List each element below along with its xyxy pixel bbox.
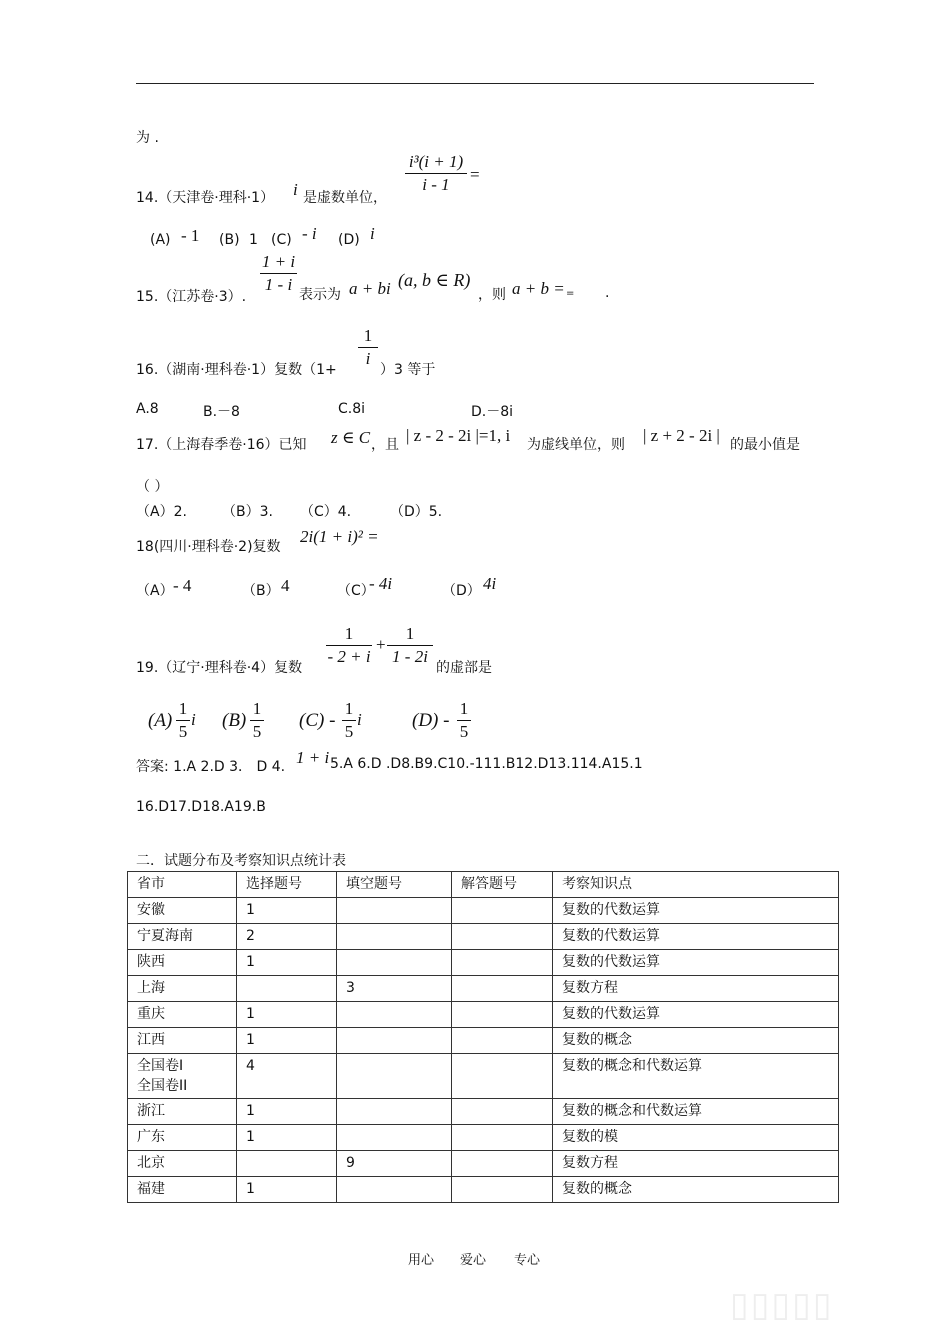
table-row: [128, 1054, 839, 1099]
q19-fraction-1: 1 - 2 + i: [327, 624, 371, 666]
q19-suffix: 的虚部是: [436, 660, 492, 676]
table-cell: [337, 898, 452, 924]
q18-prefix: 18(四川·理科卷·2)复数: [136, 539, 281, 555]
table-cell-line: 全国卷I: [137, 1058, 184, 1074]
continuation-text: 为 .: [136, 130, 159, 146]
answers-line2: 16.D17.D18.A19.B: [136, 799, 266, 815]
q19-option-c-tail: i: [357, 710, 362, 729]
q18-option-d-value: 4i: [483, 574, 497, 593]
table-header-row: [128, 872, 839, 898]
table-cell: 2: [237, 924, 337, 950]
q15-expr: a + bi: [349, 279, 391, 298]
q17-mid: ，且: [371, 437, 399, 453]
q17-option-d: （D）5.: [390, 504, 443, 520]
table-cell: 江西: [128, 1028, 237, 1054]
q14-option-d-value: i: [370, 224, 375, 243]
table-cell: 复数的概念: [553, 1177, 839, 1203]
q14-option-c-value: - i: [302, 224, 317, 243]
table-cell: 北京: [128, 1151, 237, 1177]
section-title: 二．试题分布及考察知识点统计表: [136, 853, 346, 869]
q15-expr2: a + b =: [512, 279, 565, 298]
table-cell: 1: [237, 1177, 337, 1203]
q15-then: ，则: [478, 287, 506, 303]
table-cell: [237, 1151, 337, 1177]
q14-option-a-label: (A): [150, 232, 171, 248]
q18-option-c-label: （C）: [337, 583, 375, 599]
table-cell: [337, 1125, 452, 1151]
q19-fraction-2: 1 1 - 2i: [387, 624, 433, 667]
q17-condition2: | z - 2 - 2i |=1, i: [406, 426, 511, 445]
q16-option-b: B.－8: [203, 404, 240, 420]
q14-equals: =: [470, 165, 480, 184]
q17-mid2: 为虚线单位，则: [527, 437, 625, 453]
q19-option-d-label: (D) -: [412, 710, 450, 731]
table-cell: [452, 1054, 553, 1099]
table-cell: 复数方程: [553, 976, 839, 1002]
q15-end: .: [605, 285, 610, 301]
table-cell: 复数的代数运算: [553, 1002, 839, 1028]
footer-text-1: 用心: [408, 1253, 435, 1268]
table-cell: 9: [337, 1151, 452, 1177]
answers-line1-a: 答案: 1.A 2.D 3． D 4.: [136, 759, 286, 775]
q14-option-b-value: 1: [249, 232, 258, 248]
q15-fraction: 1 + i 1 - i: [261, 252, 296, 294]
table-cell: 安徽: [128, 898, 237, 924]
table-cell: 4: [237, 1054, 337, 1099]
table-cell: 重庆: [128, 1002, 237, 1028]
q19-option-c-fraction: 1 5: [342, 699, 356, 742]
table-cell: 复数的模: [553, 1125, 839, 1151]
q18-option-a-value: - 4: [173, 576, 192, 595]
q19-option-a-label: (A): [148, 710, 173, 731]
q17-option-b: （B）3.: [222, 504, 273, 520]
table-cell: 1: [237, 950, 337, 976]
q17-condition1: z ∈ C: [331, 428, 371, 447]
q18-option-d-label: （D）: [442, 583, 481, 599]
table-row: [128, 1002, 839, 1028]
table-cell: 复数的概念和代数运算: [553, 1054, 839, 1099]
table-cell: 3: [337, 976, 452, 1002]
stats-table: [127, 871, 839, 1203]
q16-suffix: ）3 等于: [380, 362, 436, 378]
q15-equals-small: =: [566, 288, 575, 299]
table-cell: 1: [237, 898, 337, 924]
table-header-cell: 考察知识点: [553, 872, 839, 898]
answers-line1-expr: 1 + i: [296, 748, 330, 767]
footer-text-2: 爱心: [460, 1253, 487, 1268]
table-cell: [452, 898, 553, 924]
q19-option-c-label: (C) -: [299, 710, 336, 731]
q16-prefix: 16.（湖南·理科卷·1）复数（1+: [136, 362, 337, 378]
q14-prefix: 14.（天津卷·理科·1）: [136, 190, 275, 206]
q19-prefix: 19.（辽宁·理科卷·4）复数: [136, 660, 303, 676]
table-cell: [452, 950, 553, 976]
table-cell: [452, 924, 553, 950]
table-row: [128, 976, 839, 1002]
q19-option-d-fraction: 1 5: [457, 699, 471, 742]
table-cell: [452, 1028, 553, 1054]
table-cell: 1: [237, 1002, 337, 1028]
table-cell: [337, 1177, 452, 1203]
q15-condition: (a, b ∈ R): [398, 270, 471, 290]
table-cell: 复数的代数运算: [553, 898, 839, 924]
table-cell: [452, 1177, 553, 1203]
table-row: [128, 1125, 839, 1151]
table-row: [128, 1028, 839, 1054]
table-cell: [452, 1099, 553, 1125]
table-cell: 1: [237, 1099, 337, 1125]
q18-option-a-label: （A）: [136, 583, 174, 599]
table-cell: 复数方程: [553, 1151, 839, 1177]
table-header-cell: 填空题号: [337, 872, 452, 898]
q16-option-d: D.－8i: [471, 404, 514, 420]
header-rule: [136, 83, 814, 84]
q16-option-a: A.8: [136, 401, 159, 417]
q14-option-b-label: (B): [219, 232, 240, 248]
table-cell: 上海: [128, 976, 237, 1002]
table-row: [128, 924, 839, 950]
table-cell: [337, 1002, 452, 1028]
q19-option-b-fraction: 1 5: [250, 699, 264, 742]
watermark: ▯▯▯▯▯: [730, 1285, 834, 1325]
answers-line1-b: 5.A 6.D .D8.B9.C10.-111.B12.D13.114.A15.1: [330, 756, 643, 772]
q17-expr: | z + 2 - 2i |: [643, 426, 720, 445]
q17-option-a: （A）2.: [136, 504, 187, 520]
table-cell-line: 全国卷II: [137, 1078, 188, 1094]
table-cell: [452, 1151, 553, 1177]
q14-option-a-value: - 1: [181, 226, 200, 245]
q19-option-a-fraction: 1 5: [176, 699, 190, 742]
q19-plus: +: [376, 635, 386, 654]
q18-option-c-value: - 4i: [369, 574, 393, 593]
q17-suffix: 的最小值是: [730, 437, 800, 453]
table-cell: 复数的代数运算: [553, 924, 839, 950]
table-cell: [452, 1002, 553, 1028]
table-cell: 1: [237, 1125, 337, 1151]
table-header-cell: 省市: [128, 872, 237, 898]
q16-option-c: C.8i: [338, 401, 366, 417]
q17-answer-paren: （ ）: [136, 479, 169, 495]
q15-text: 表示为: [299, 287, 341, 303]
table-row: [128, 898, 839, 924]
table-row: [128, 1177, 839, 1203]
footer-text-3: 专心: [514, 1253, 541, 1268]
table-row: [128, 950, 839, 976]
q16-fraction: 1 i: [358, 326, 378, 369]
q18-option-b-label: （B）: [242, 583, 280, 599]
q17-option-c: （C）4.: [300, 504, 352, 520]
table-row: [128, 1099, 839, 1125]
q14-option-c-label: (C): [271, 232, 292, 248]
table-cell: 复数的代数运算: [553, 950, 839, 976]
q14-text: 是虚数单位，: [303, 190, 387, 206]
table-cell: [237, 976, 337, 1002]
table-row: [128, 1151, 839, 1177]
table-cell: 浙江: [128, 1099, 237, 1125]
table-cell: [128, 1054, 237, 1099]
table-header-cell: 解答题号: [452, 872, 553, 898]
q18-option-b-value: 4: [281, 576, 290, 595]
q14-fraction: i³(i + 1) i - 1: [405, 152, 467, 195]
table-cell: 复数的概念: [553, 1028, 839, 1054]
q17-prefix: 17.（上海春季卷·16）已知: [136, 437, 307, 453]
table-cell: 福建: [128, 1177, 237, 1203]
table-header-cell: 选择题号: [237, 872, 337, 898]
table-cell: [452, 1125, 553, 1151]
table-cell: 复数的概念和代数运算: [553, 1099, 839, 1125]
q15-prefix: 15.（江苏卷·3）.: [136, 289, 247, 305]
q14-option-d-label: (D): [338, 232, 360, 248]
table-cell: [337, 1028, 452, 1054]
table-cell: 宁夏海南: [128, 924, 237, 950]
q18-expr: 2i(1 + i)² =: [300, 527, 379, 546]
table-cell: [337, 924, 452, 950]
table-cell: [337, 1054, 452, 1099]
table-cell: 陕西: [128, 950, 237, 976]
q19-option-b-label: (B): [222, 710, 247, 731]
table-cell: [337, 1099, 452, 1125]
table-cell: [452, 976, 553, 1002]
table-cell: 广东: [128, 1125, 237, 1151]
table-cell: 1: [237, 1028, 337, 1054]
table-cell: [337, 950, 452, 976]
q19-option-a-tail: i: [191, 710, 196, 729]
q14-imag-unit: i: [293, 180, 298, 199]
